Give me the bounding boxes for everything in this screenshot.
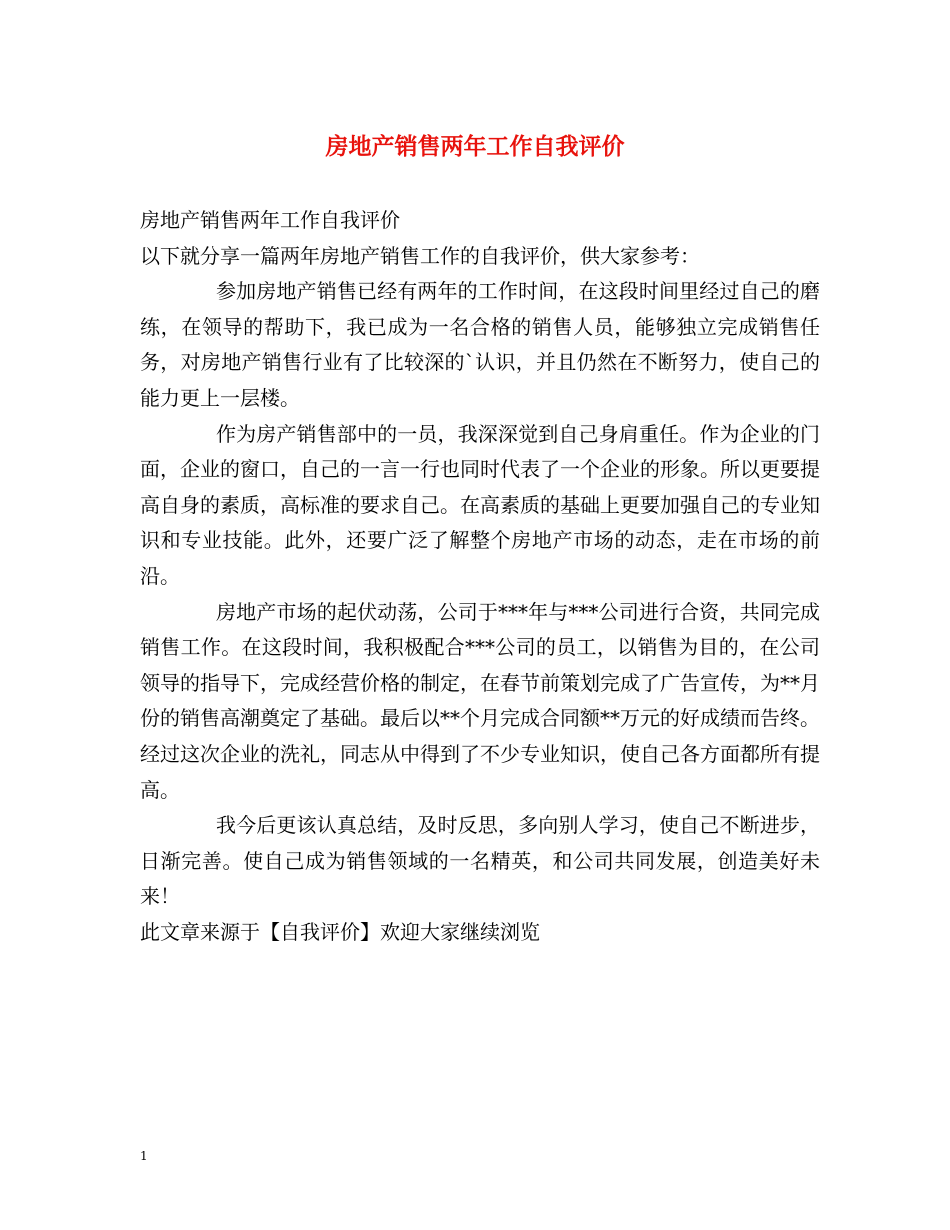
paragraph-4: 我今后更该认真总结，及时反思，多向别人学习，使自己不断进步，日渐完善。使自己成为销售领域的一名精英，和公司共同发展，创造美好未来！ [140,813,820,909]
document-subtitle: 房地产销售两年工作自我评价 [140,208,400,232]
document-title: 房地产销售两年工作自我评价 [325,133,625,160]
source-note: 此文章来源于【自我评价】欢迎大家继续浏览 [140,919,540,944]
document-body [140,203,820,950]
paragraph-2: 作为房产销售部中的一员，我深深觉到自己身肩重任。作为企业的门面，企业的窗口，自己的一言一行也同时代表了一个企业的形象。所以更要提高自身的素质，高标准的要求自己。在高素质的基础上更要加强自己的专业知识和专业技能。此外，还要广泛了解整个房地产市场的动态，走在市场的前沿。 [140,421,820,588]
intro-line: 以下就分享一篇两年房地产销售工作的自我评价，供大家参考： [140,243,700,268]
paragraph-1: 参加房地产销售已经有两年的工作时间，在这段时间里经过自己的磨练，在领导的帮助下，我已成为一名合格的销售人员，能够独立完成销售任务，对房地产销售行业有了比较深的`认识，并且仍然在不断努力，使自己的能力更上一层楼。 [140,279,820,410]
paragraph-3: 房地产市场的起伏动荡，公司于***年与***公司进行合资，共同完成销售工作。在这段时间，我积极配合***公司的员工，以销售为目的，在公司领导的指导下，完成经营价格的制定，在春节前策划完成了广告宣传，为**月份的销售高潮奠定了基础。最后以**个月完成合同额**万元的好成绩而告终。经过这次企业的洗礼，同志从中得到了不少专业知识，使自己各方面都所有提高。 [140,599,820,802]
page-number: 1 [140,1149,148,1163]
